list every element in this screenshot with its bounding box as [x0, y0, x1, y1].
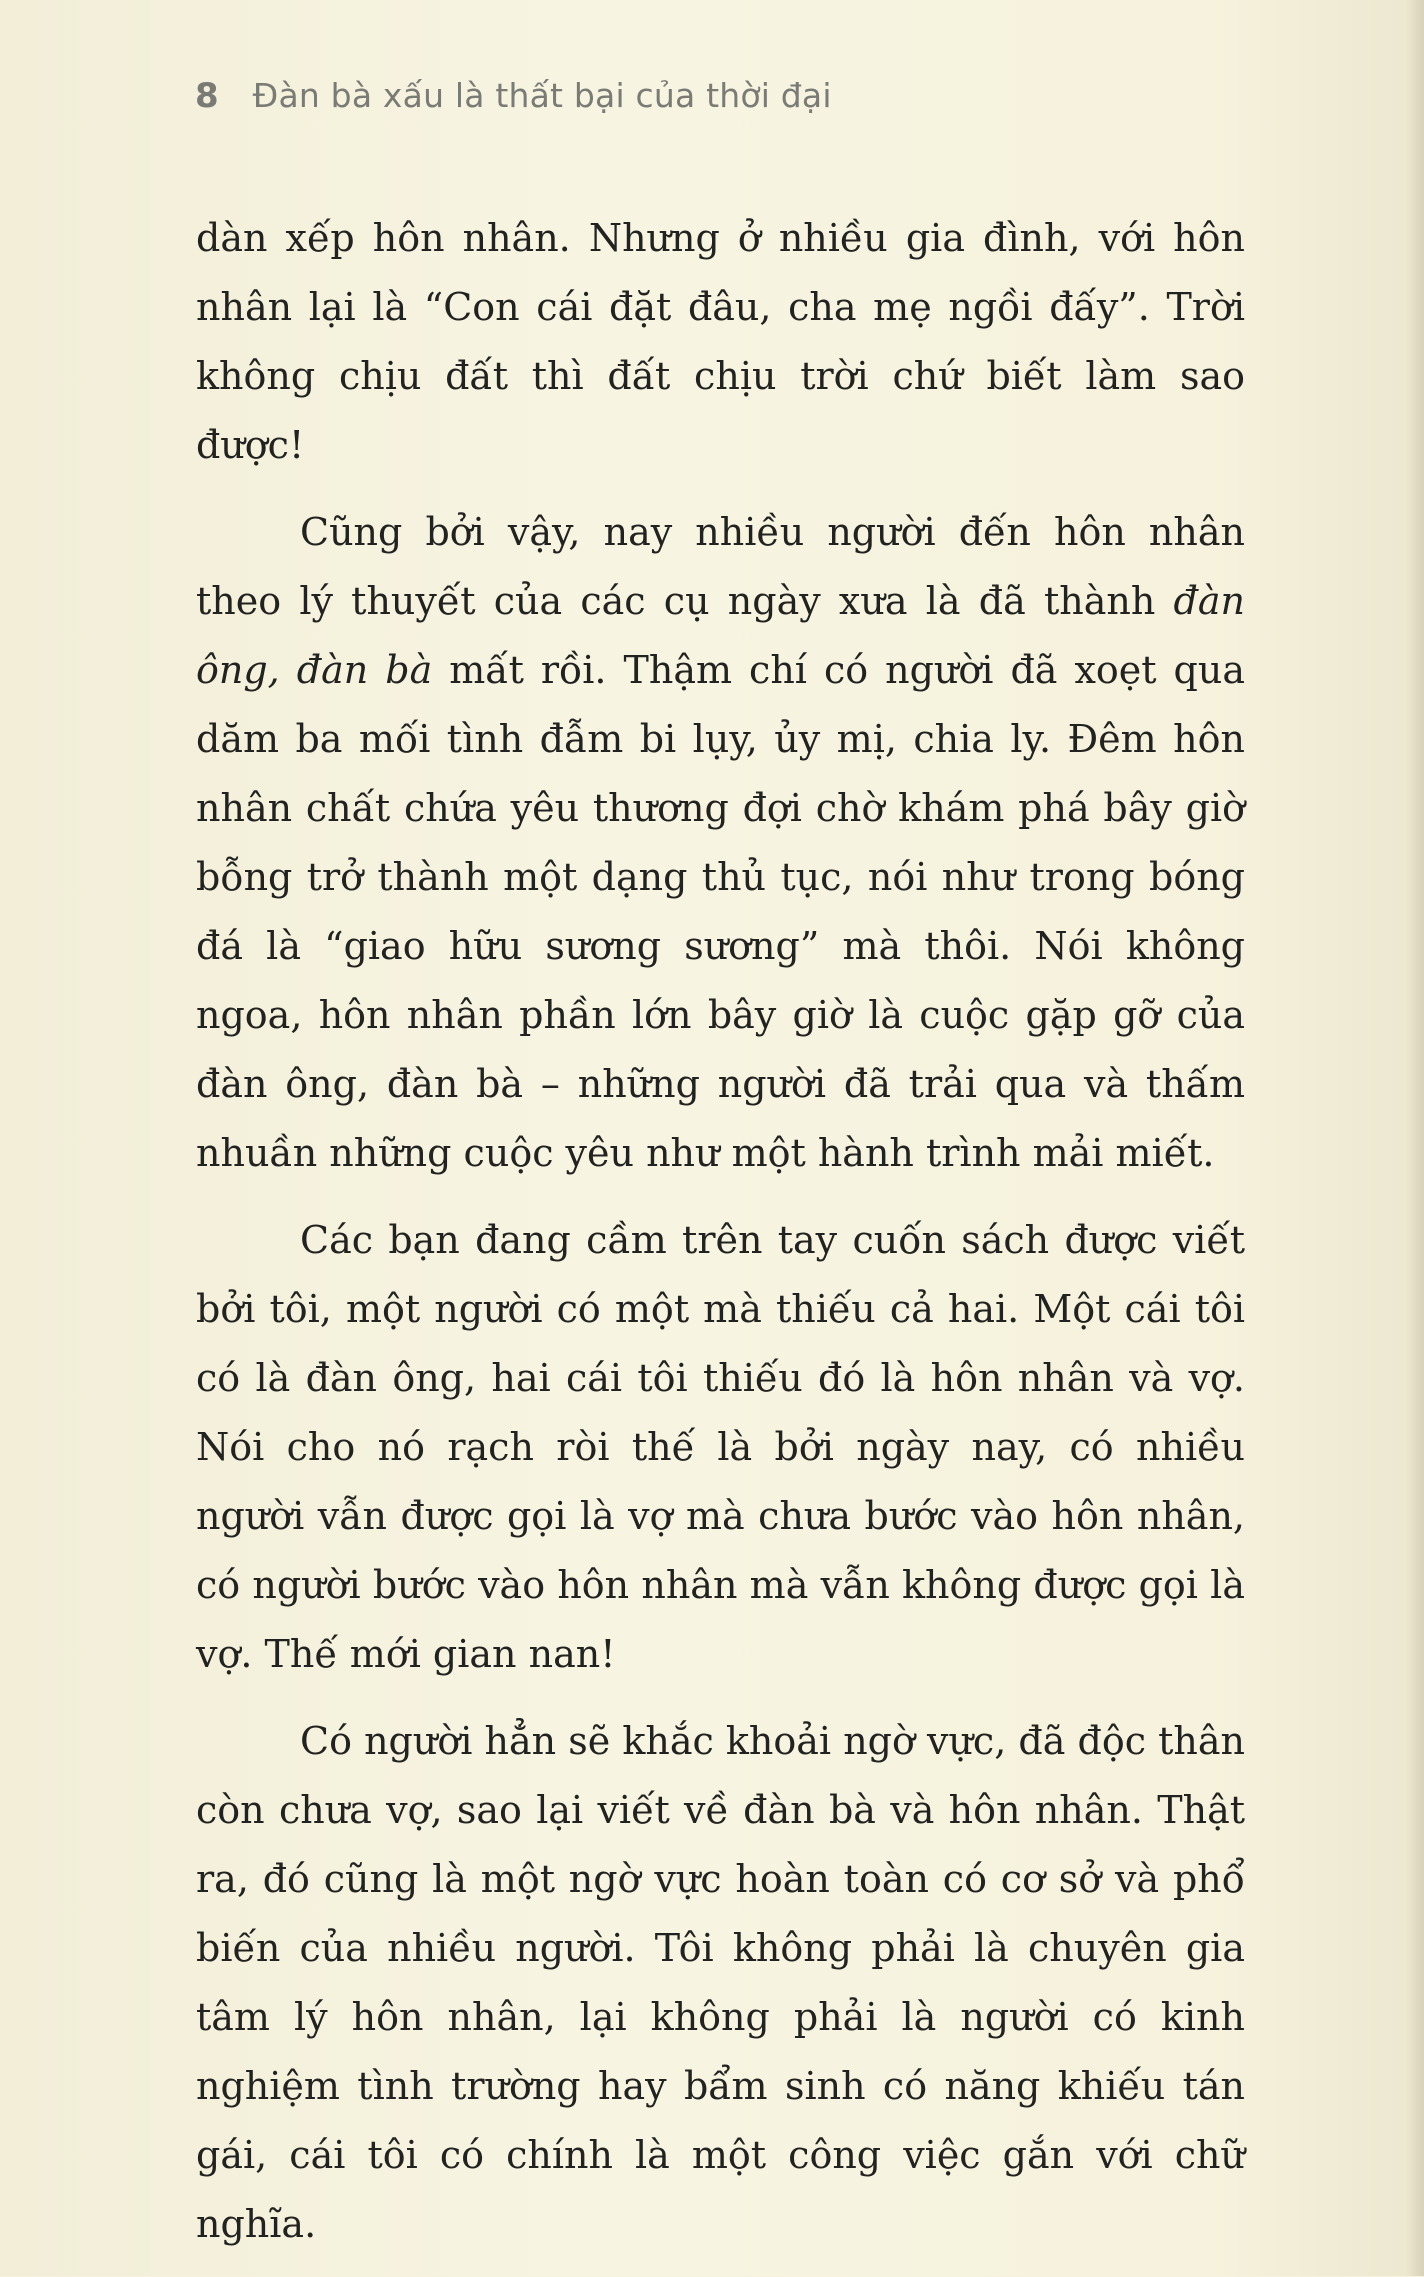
paragraph-1: [196, 204, 1245, 480]
paragraph-2-italic: đàn ông, đàn bà: [196, 579, 1245, 692]
page-body: [196, 204, 1245, 2277]
book-title: Đàn bà xấu là thất bại của thời đại: [252, 76, 832, 115]
paragraph-2-text-end: mất rồi. Thậm chí có người đã xoẹt qua dăm ba mối tình đẫm bi lụy, ủy mị, chia ly. Đêm hôn nhân chất chứa yêu thương đợi chờ khám phá bây giờ bỗng trở thành một dạng thủ tục, nói như trong bóng đá là “giao hữu sương sương” mà thôi. Nói không ngoa, hôn nhân phần lớn bây giờ là cuộc gặp gỡ của đàn ông, đàn bà – những người đã trải qua và thấm nhuần những cuộc yêu như một hành trình mải miết.: [196, 648, 1245, 1175]
paragraph-4-text: Có người hẳn sẽ khắc khoải ngờ vực, đã độc thân còn chưa vợ, sao lại viết về đàn bà và hôn nhân. Thật ra, đó cũng là một ngờ vực hoàn toàn có cơ sở và phổ biến của nhiều người. Tôi không phải là chuyên gia tâm lý hôn nhân, lại không phải là người có kinh nghiệm tình trường hay bẩm sinh có năng khiếu tán gái, cái tôi có chính là một công việc gắn với chữ nghĩa.: [196, 1719, 1245, 2246]
paragraph-2: [196, 498, 1245, 1188]
paragraph-3-text: Các bạn đang cầm trên tay cuốn sách được viết bởi tôi, một người có một mà thiếu cả hai. Một cái tôi có là đàn ông, hai cái tôi thiếu đó là hôn nhân và vợ. Nói cho nó rạch ròi thế là bởi ngày nay, có nhiều người vẫn được gọi là vợ mà chưa bước vào hôn nhân, có người bước vào hôn nhân mà vẫn không được gọi là vợ. Thế mới gian nan!: [196, 1218, 1245, 1676]
paragraph-3: [196, 1206, 1245, 1689]
paragraph-4: [196, 1707, 1245, 2259]
paragraph-2-text-start: Cũng bởi vậy, nay nhiều người đến hôn nhân theo lý thuyết của các cụ ngày xưa là đã thành: [196, 510, 1245, 623]
paragraph-1-text: dàn xếp hôn nhân. Nhưng ở nhiều gia đình, với hôn nhân lại là “Con cái đặt đâu, cha mẹ ngồi đấy”. Trời không chịu đất thì đất chịu trời chứ biết làm sao được!: [196, 216, 1245, 467]
page-edge-shadow: [1406, 0, 1424, 2276]
running-head: [195, 76, 832, 126]
page-number: 8: [195, 76, 219, 116]
